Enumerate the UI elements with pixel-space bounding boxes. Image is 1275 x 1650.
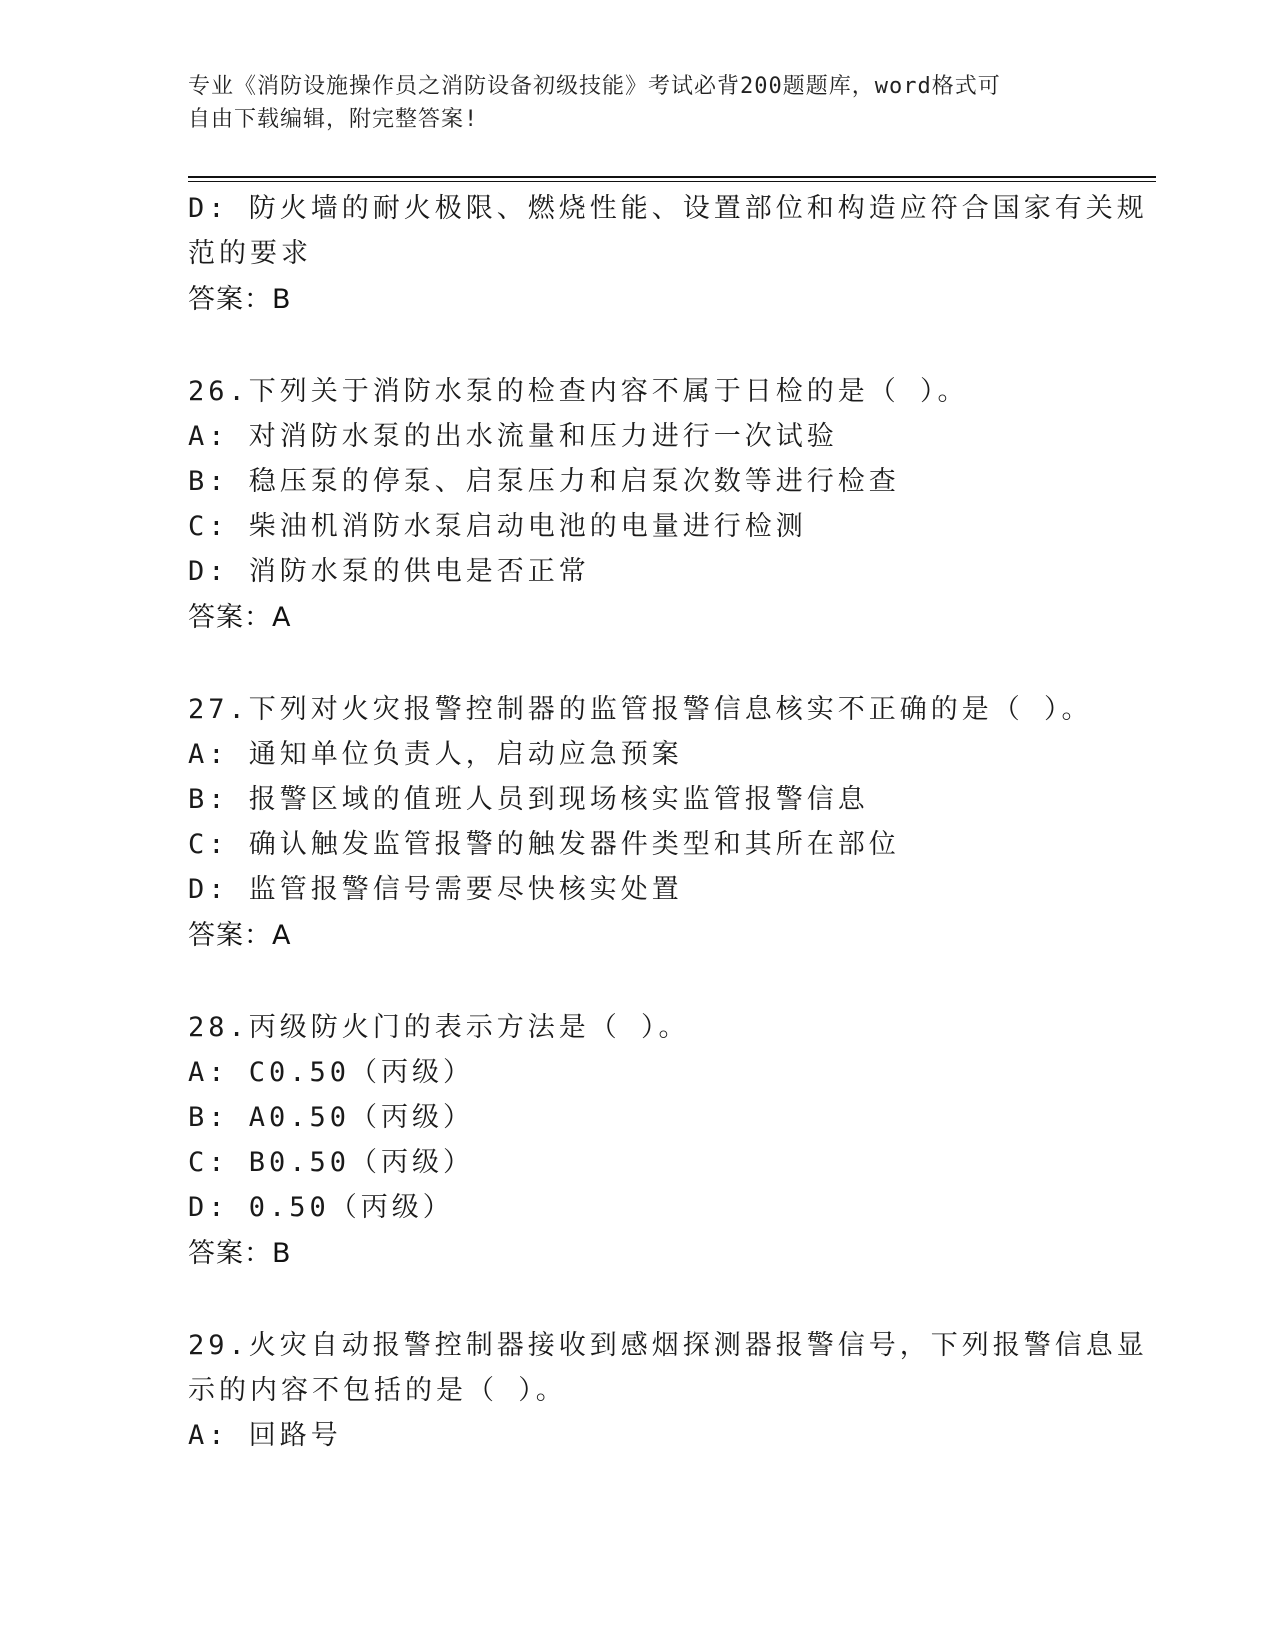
option-b: B: 稳压泵的停泵、启泵压力和启泵次数等进行检查 — [188, 466, 900, 497]
question-25-continued — [188, 186, 1148, 323]
header-line-2: 自由下载编辑，附完整答案! — [188, 107, 479, 132]
option-d: D: 消防水泵的供电是否正常 — [188, 556, 590, 587]
option-d: D: 监管报警信号需要尽快核实处置 — [188, 874, 683, 905]
answer-line: 答案：B — [188, 1238, 292, 1269]
option-c: C: B0.50（丙级） — [188, 1147, 475, 1178]
option-d-line-1: D: 防火墙的耐火极限、燃烧性能、设置部位和构造应符合国家有关规 — [188, 193, 1148, 224]
spacer — [188, 323, 1088, 369]
question-stem-line-1: 29.火灾自动报警控制器接收到感烟探测器报警信号，下列报警信息显 — [188, 1330, 1148, 1361]
answer-line: 答案：B — [188, 284, 292, 315]
spacer — [188, 1277, 1088, 1323]
spacer — [188, 959, 1088, 1005]
option-d-line-2: 范的要求 — [188, 238, 312, 269]
answer-line: 答案：A — [188, 920, 292, 951]
option-a: A: 回路号 — [188, 1420, 342, 1451]
question-stem: 26.下列关于消防水泵的检查内容不属于日检的是（ ）。 — [188, 376, 969, 407]
page-header — [188, 70, 1088, 136]
question-27 — [188, 687, 1093, 959]
question-stem-line-2: 示的内容不包括的是（ ）。 — [188, 1375, 567, 1406]
question-26 — [188, 369, 1088, 641]
option-b: B: 报警区域的值班人员到现场核实监管报警信息 — [188, 784, 869, 815]
question-stem: 28.丙级防火门的表示方法是（ ）。 — [188, 1012, 690, 1043]
option-c: C: 柴油机消防水泵启动电池的电量进行检测 — [188, 511, 807, 542]
question-29 — [188, 1323, 1148, 1458]
answer-line: 答案：A — [188, 602, 292, 633]
option-d: D: 0.50（丙级） — [188, 1192, 454, 1223]
header-rule-thin — [188, 181, 1156, 182]
question-content — [188, 186, 1148, 1458]
option-a: A: 对消防水泵的出水流量和压力进行一次试验 — [188, 421, 838, 452]
header-line-1: 专业《消防设施操作员之消防设备初级技能》考试必背200题题库，word格式可 — [188, 74, 1001, 99]
spacer — [188, 641, 1088, 687]
question-stem: 27.下列对火灾报警控制器的监管报警信息核实不正确的是（ ）。 — [188, 694, 1093, 725]
option-a: A: 通知单位负责人，启动应急预案 — [188, 739, 683, 770]
header-rule-thick — [188, 176, 1156, 178]
option-a: A: C0.50（丙级） — [188, 1057, 475, 1088]
question-28 — [188, 1005, 1088, 1277]
option-b: B: A0.50（丙级） — [188, 1102, 475, 1133]
option-c: C: 确认触发监管报警的触发器件类型和其所在部位 — [188, 829, 900, 860]
